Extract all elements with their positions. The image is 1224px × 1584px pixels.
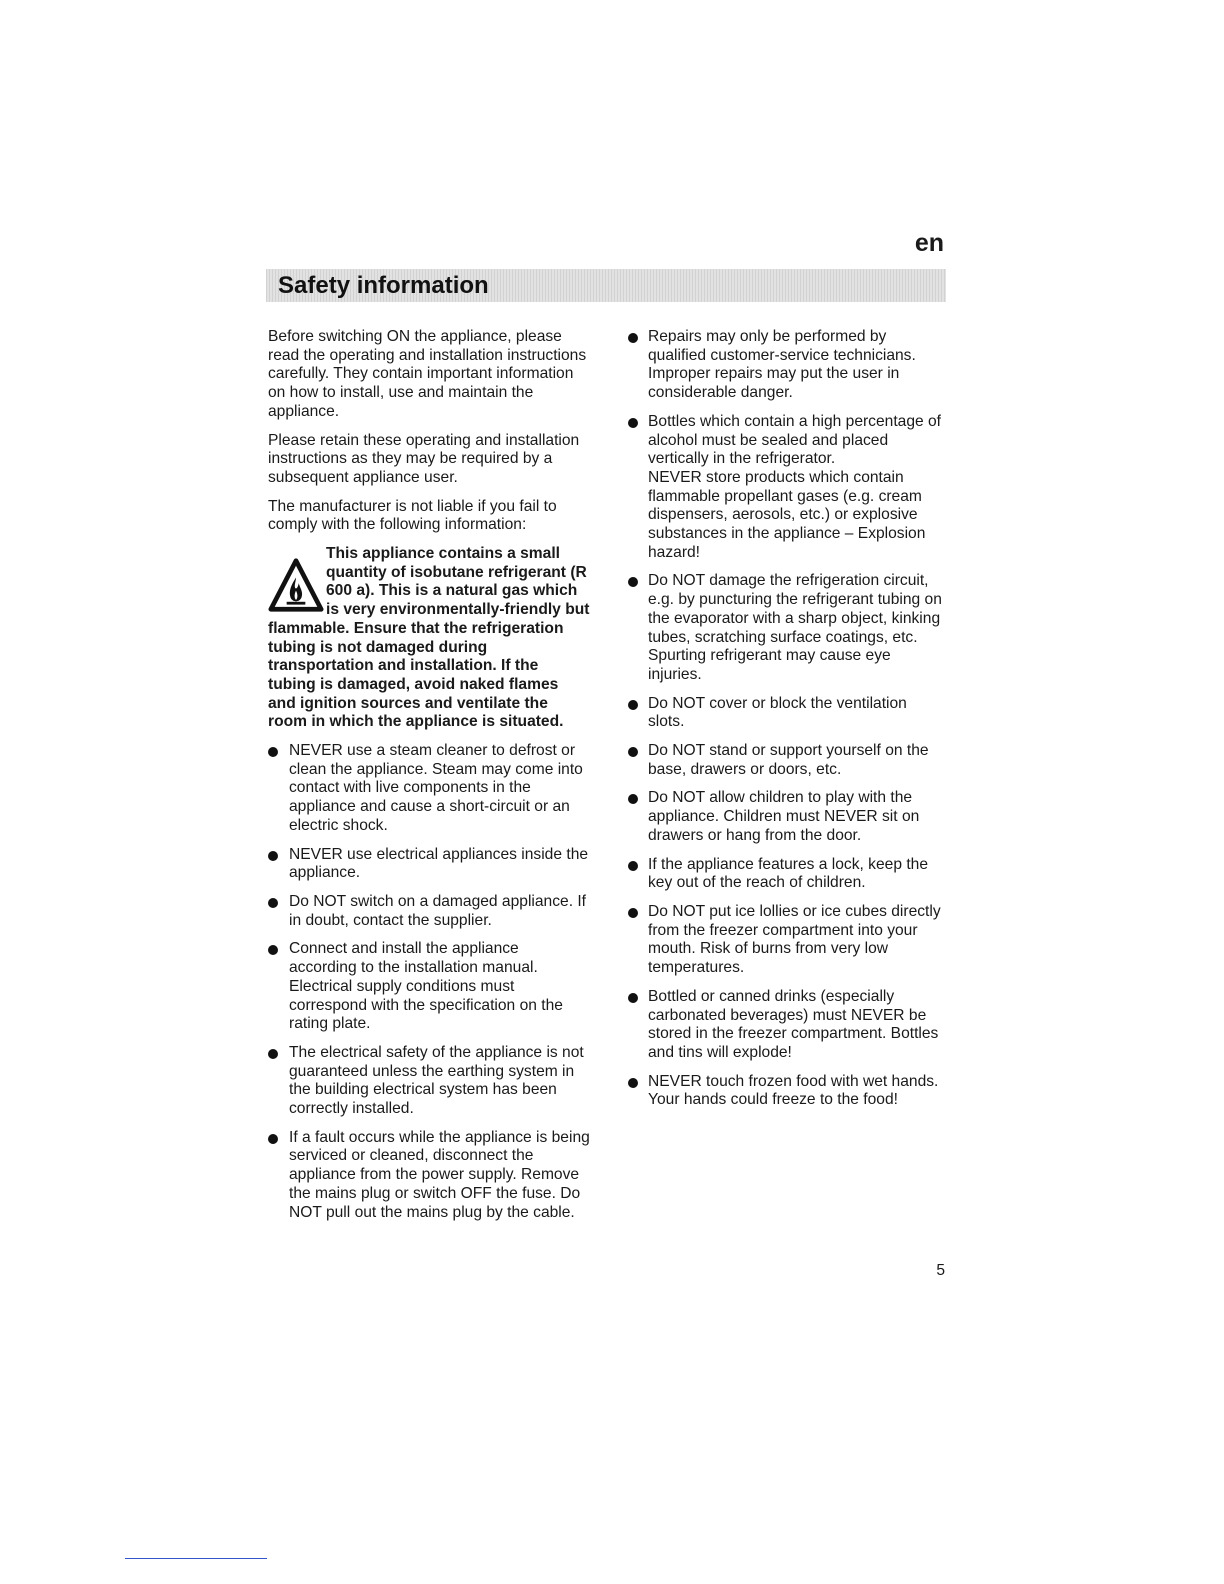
bullet-icon bbox=[268, 851, 278, 861]
list-item-text: Do NOT allow children to play with the appliance. Children must NEVER sit on drawers or hang from the door. bbox=[648, 789, 920, 844]
bullet-icon bbox=[628, 333, 638, 343]
language-code: en bbox=[914, 229, 944, 257]
page-number: 5 bbox=[936, 1262, 945, 1279]
list-item-text: NEVER use a steam cleaner to defrost or clean the appliance. Steam may come into contact with live components in the appliance and cause a short-circuit or an electric shock. bbox=[289, 742, 583, 834]
warning-text: This appliance contains a small quantity of isobutane refrigerant (R 600 a). This is a natural gas which is very environmentally-friendly but flammable. Ensure that the refrigeration tubing is not damaged during transportation and installation. If the tubing is damaged, avoid naked flames and ignition sources and ventilate the room in which the appliance is situated. bbox=[268, 545, 590, 731]
left-bullet-list bbox=[268, 742, 590, 1222]
list-item bbox=[628, 413, 946, 563]
list-item bbox=[268, 1129, 590, 1223]
bullet-icon bbox=[628, 908, 638, 918]
bullet-icon bbox=[628, 993, 638, 1003]
list-item bbox=[268, 940, 590, 1034]
intro-paragraph: Please retain these operating and installation instructions as they may be required by a subsequent appliance user. bbox=[268, 431, 580, 486]
list-item-text: Do NOT damage the refrigeration circuit, e.g. by puncturing the refrigerant tubing on the evaporator with a sharp object, kinking tubes, scratching surface coatings, etc. Spurting refrigerant may cause eye injuries. bbox=[648, 572, 942, 683]
section-title: Safety information bbox=[278, 272, 489, 299]
bullet-icon bbox=[268, 1134, 278, 1144]
list-item bbox=[628, 988, 946, 1063]
list-item bbox=[628, 1073, 946, 1110]
list-item bbox=[268, 742, 590, 836]
list-item-text: Connect and install the appliance according to the installation manual. Electrical supply conditions must correspond with the specification on the rating plate. bbox=[289, 940, 563, 1033]
footer-divider bbox=[125, 1558, 267, 1559]
list-item-text: NEVER touch frozen food with wet hands. Your hands could freeze to the food! bbox=[648, 1072, 939, 1109]
list-item bbox=[628, 572, 946, 684]
bullet-icon bbox=[268, 747, 278, 757]
refrigerant-warning bbox=[268, 545, 590, 732]
bullet-icon bbox=[628, 577, 638, 587]
bullet-icon bbox=[628, 861, 638, 871]
right-bullet-list bbox=[628, 328, 946, 1110]
flammable-warning-icon bbox=[268, 557, 324, 613]
list-item bbox=[628, 903, 946, 978]
list-item bbox=[628, 695, 946, 732]
list-item bbox=[268, 1044, 590, 1119]
list-item bbox=[268, 893, 590, 930]
list-item-text: Bottles which contain a high percentage of alcohol must be sealed and placed vertically in the refrigerator. bbox=[648, 412, 942, 468]
right-column bbox=[628, 328, 946, 1120]
intro-paragraph: The manufacturer is not liable if you fail to comply with the following information: bbox=[268, 497, 557, 534]
list-item-text: Do NOT stand or support yourself on the base, drawers or doors, etc. bbox=[648, 742, 929, 778]
bullet-icon bbox=[628, 747, 638, 757]
bullet-icon bbox=[268, 1049, 278, 1059]
list-item-text: Do NOT switch on a damaged appliance. If in doubt, contact the supplier. bbox=[289, 892, 587, 929]
list-item bbox=[628, 789, 946, 845]
bullet-icon bbox=[628, 700, 638, 710]
list-item bbox=[628, 856, 946, 893]
list-item-text: Do NOT put ice lollies or ice cubes directly from the freezer compartment into your mouth. Risk of burns from very low temperatures. bbox=[648, 902, 941, 977]
bullet-icon bbox=[628, 1078, 638, 1088]
list-item-text: NEVER use electrical appliances inside the appliance. bbox=[289, 845, 589, 882]
bullet-icon bbox=[268, 898, 278, 908]
section-header-bar bbox=[266, 269, 946, 302]
list-item-text: If the appliance features a lock, keep the key out of the reach of children. bbox=[648, 855, 929, 892]
list-item-text: Bottled or canned drinks (especially carbonated beverages) must NEVER be stored in the freezer compartment. Bottles and tins will explode! bbox=[648, 987, 939, 1061]
left-column bbox=[268, 328, 590, 1232]
intro-paragraph: Before switching ON the appliance, please read the operating and installation instructions carefully. They contain important information on how to install, use and maintain the appliance. bbox=[268, 328, 587, 420]
list-item-text: Repairs may only be performed by qualified customer-service technicians. Improper repairs may put the user in considerable danger. bbox=[648, 328, 916, 402]
bullet-icon bbox=[628, 418, 638, 428]
list-item bbox=[628, 742, 946, 779]
list-item-text: The electrical safety of the appliance is not guaranteed unless the earthing system in the building electrical system has been correctly installed. bbox=[289, 1043, 584, 1118]
list-item bbox=[628, 328, 946, 403]
list-item-text: NEVER store products which contain flammable propellant gases (e.g. cream dispensers, aerosols, etc.) or explosive substances in the appliance – Explosion hazard! bbox=[648, 468, 926, 561]
bullet-icon bbox=[268, 945, 278, 955]
list-item bbox=[268, 846, 590, 883]
list-item-text: Do NOT cover or block the ventilation slots. bbox=[648, 694, 907, 731]
list-item-text: If a fault occurs while the appliance is being serviced or cleaned, disconnect the appliance from the power supply. Remove the mains plug or switch OFF the fuse. Do NOT pull out the mains plug by the cable. bbox=[289, 1128, 590, 1221]
bullet-icon bbox=[628, 794, 638, 804]
